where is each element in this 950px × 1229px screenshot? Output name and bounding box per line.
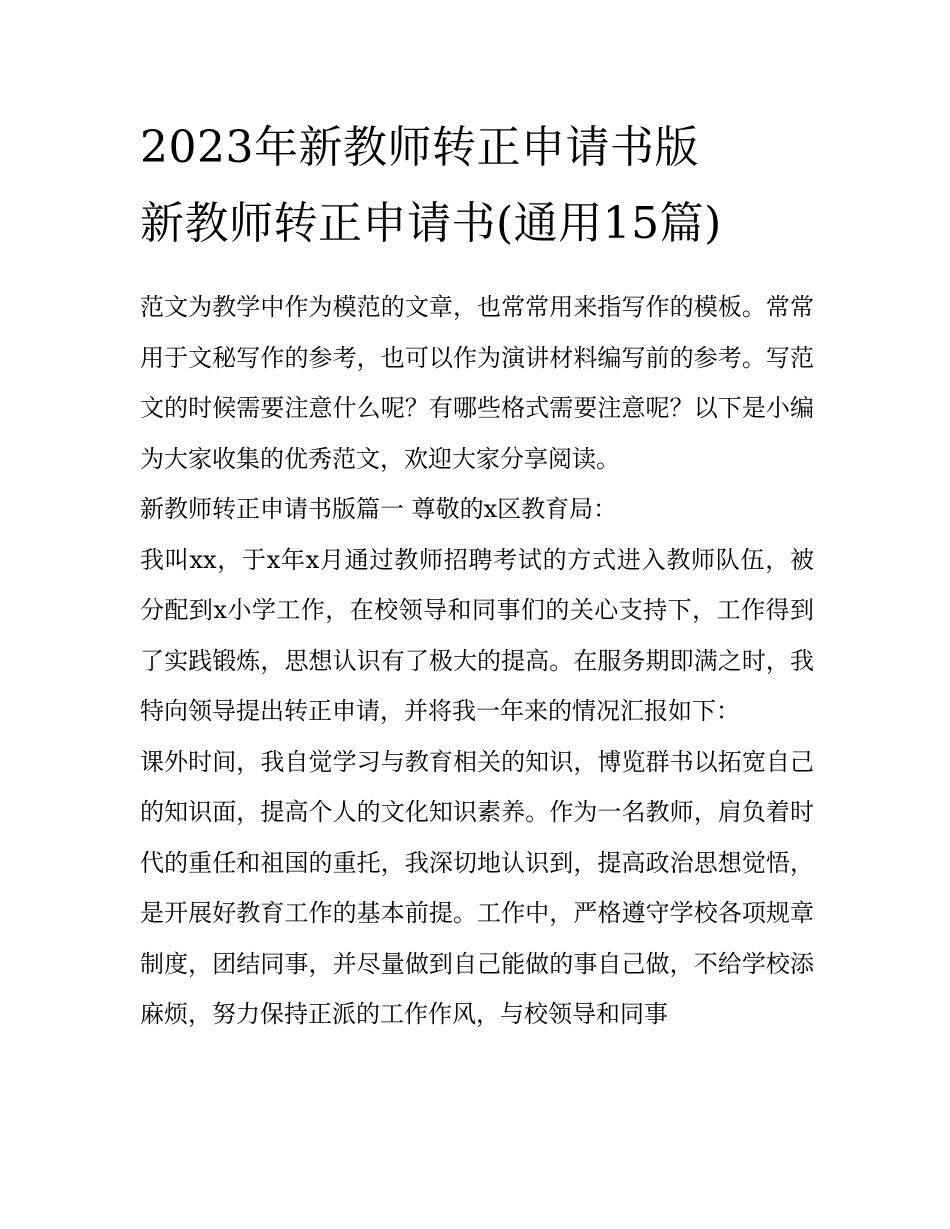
paragraph-study: 课外时间，我自觉学习与教育相关的知识，博览群书以拓宽自己的知识面，提高个人的文化知识素养。作为一名教师，肩负着时代的重任和祖国的重托，我深切地认识到，提高政治思想觉悟，是开展好教育工作的基本前提。工作中，严格遵守学校各项规章制度，团结同事，并尽量做到自己能做的事自己做，不给学校添麻烦，努力保持正派的工作作风，与校领导和同事 <box>140 747 814 1028</box>
paragraph-salutation: 新教师转正申请书版篇一 尊敬的x区教育局： <box>140 495 618 523</box>
document-title-line1: 2023年新教师转正申请书版 <box>140 122 699 173</box>
document-title-line2: 新教师转正申请书(通用15篇) <box>140 198 722 249</box>
paragraph-introduction-self: 我叫xx，于x年x月通过教师招聘考试的方式进入教师队伍，被分配到x小学工作，在校领导和同事们的关心支持下，工作得到了实践锻炼，思想认识有了极大的提高。在服务期即满之时，我特向领导提出转正申请，并将我一年来的情况汇报如下： <box>140 545 814 725</box>
paragraph-intro: 范文为教学中作为模范的文章，也常常用来指写作的模板。常常用于文秘写作的参考，也可以作为演讲材料编写前的参考。写范文的时候需要注意什么呢？有哪些格式需要注意呢？以下是小编为大家收集的优秀范文，欢迎大家分享阅读。 <box>140 293 814 473</box>
document-body <box>140 282 814 1040</box>
